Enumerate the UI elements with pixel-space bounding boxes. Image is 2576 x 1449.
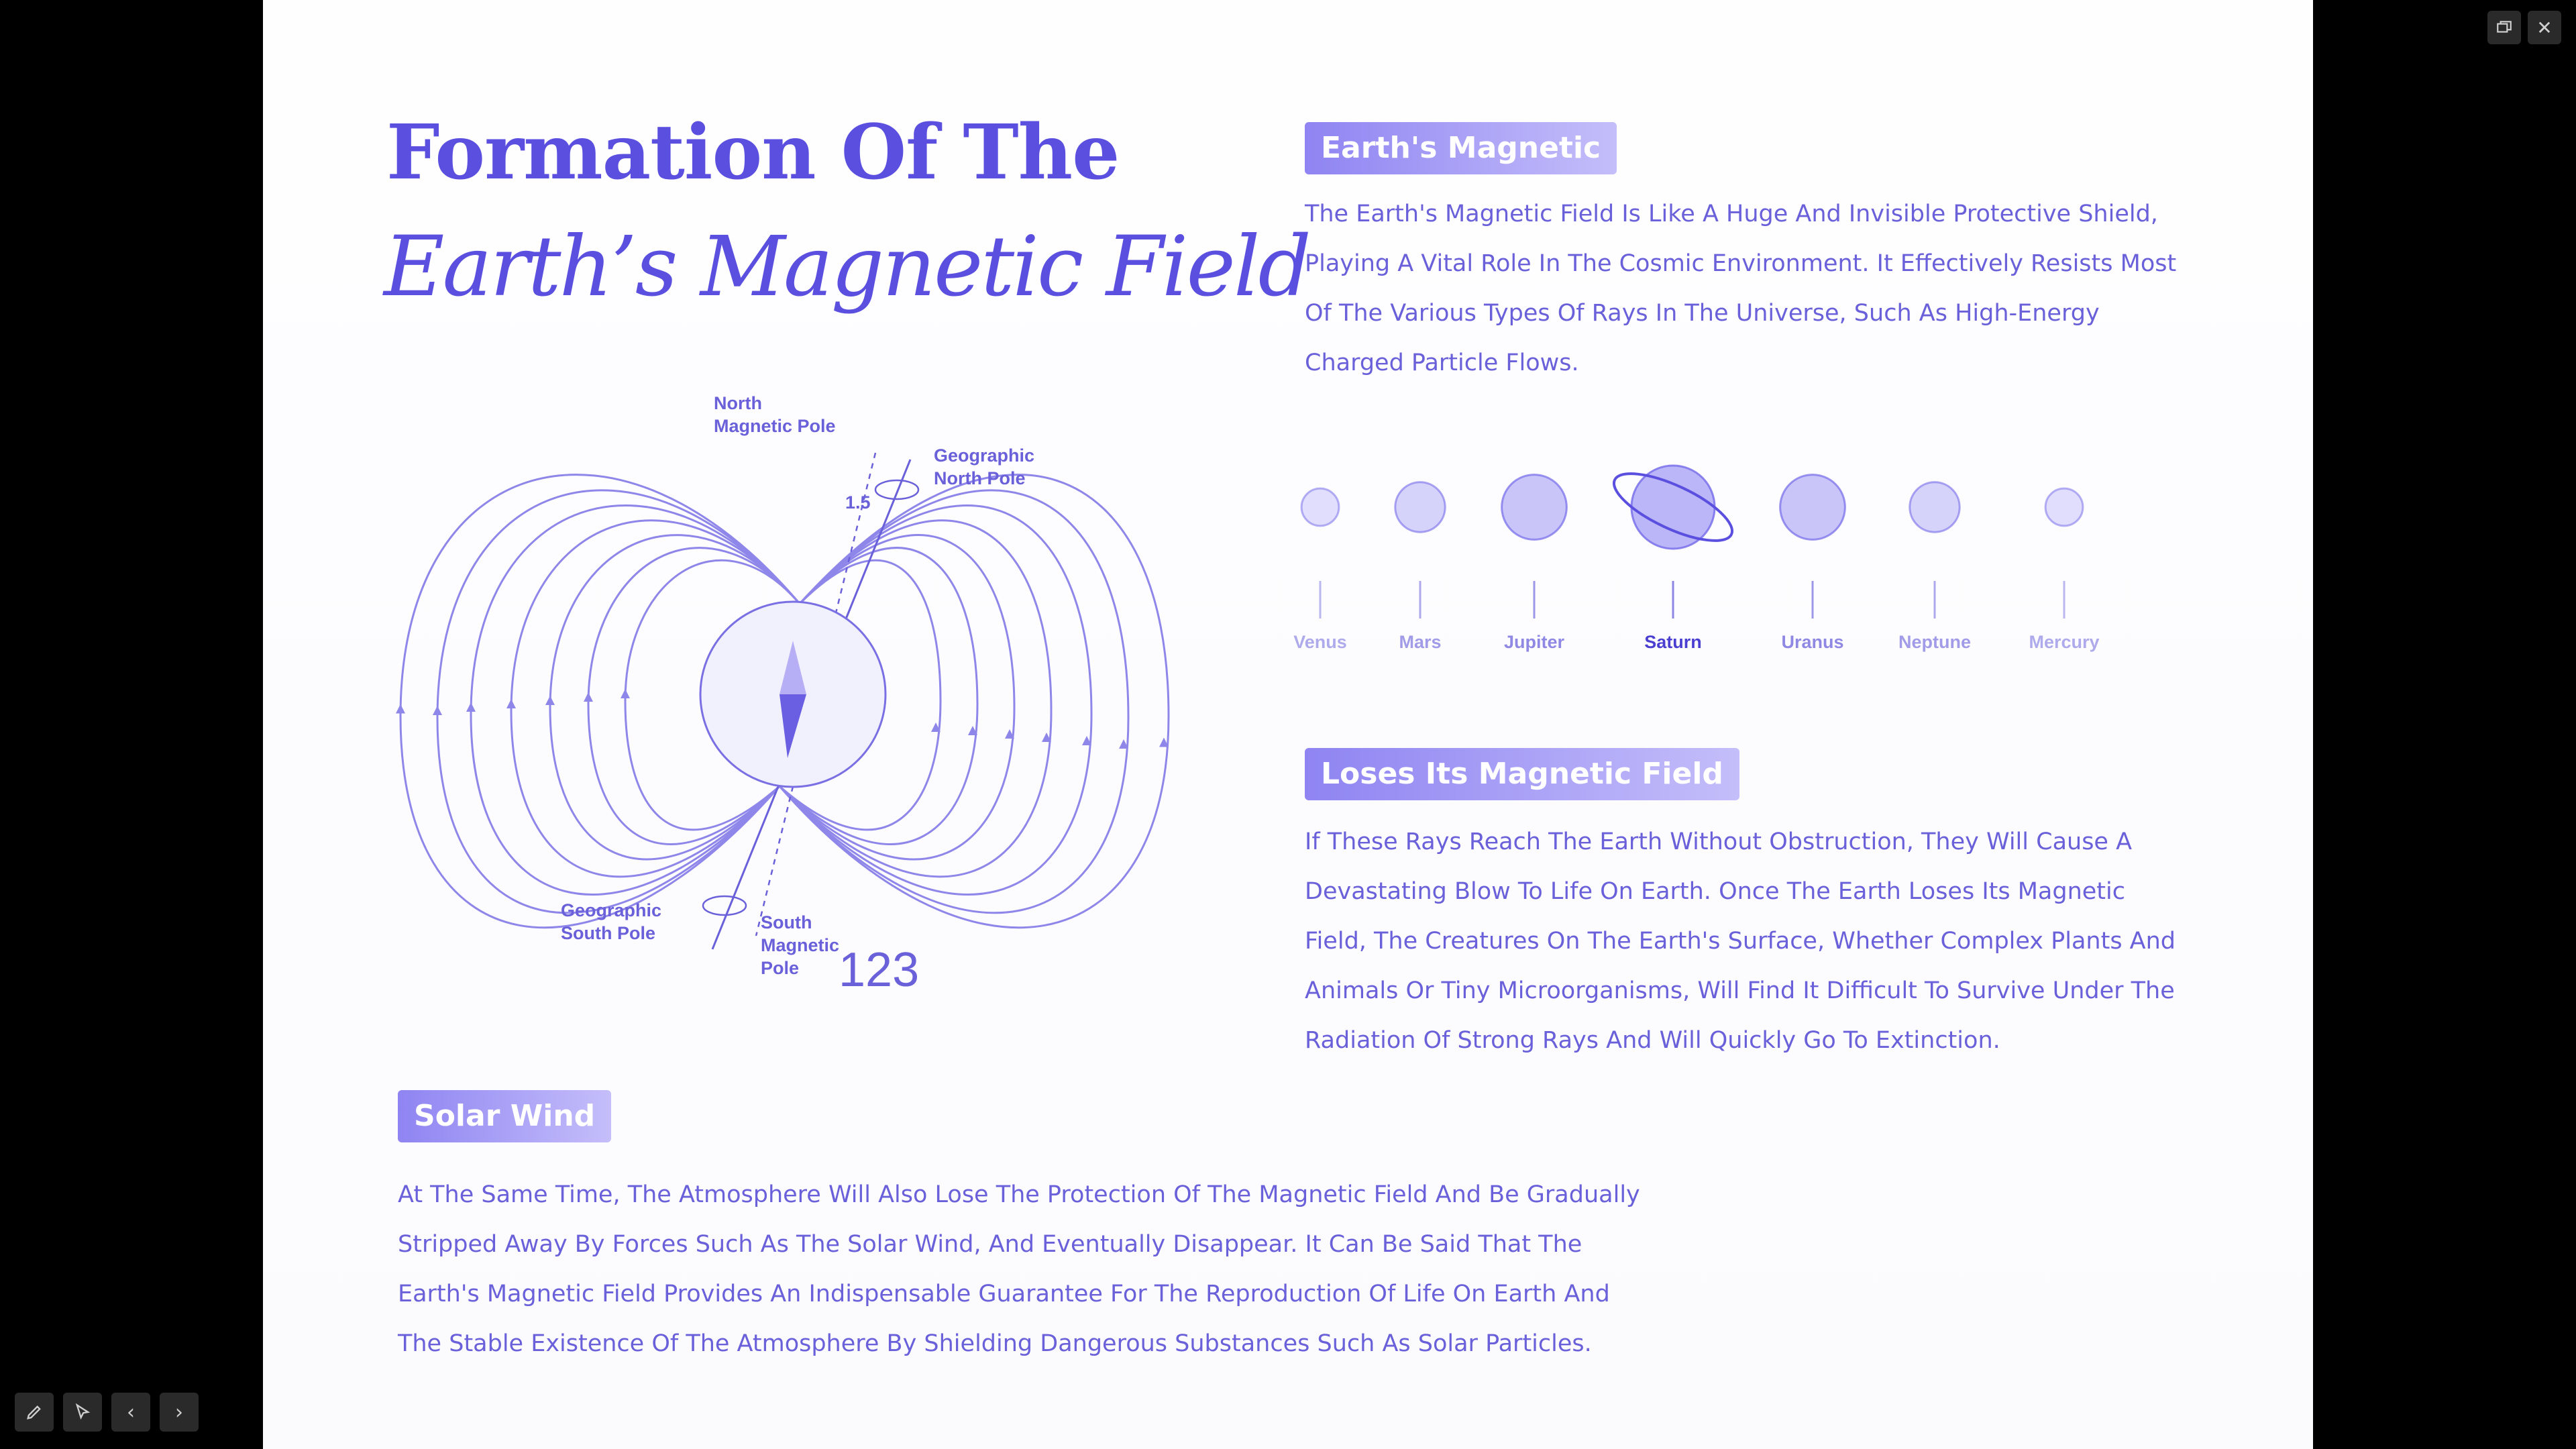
planet-venus (1293, 488, 1347, 652)
field-arrow (621, 689, 630, 698)
planet-circle (1780, 475, 1845, 540)
close-window-button[interactable] (2528, 11, 2561, 44)
south-magnetic-pole-label-1: South (761, 912, 812, 932)
title-line-1: Formation Of The (386, 109, 1120, 197)
presentation-toolbar (15, 1393, 199, 1432)
earths-magnetic-heading: Earth's Magnetic (1305, 122, 1617, 174)
paragraph-line: The Stable Existence Of The Atmosphere By Shielding Dangerous Substances Such As Solar Particles. (398, 1330, 1592, 1357)
loses-magnetic-field-paragraph (1305, 817, 2176, 1065)
chevron-right-icon: › (175, 1400, 183, 1424)
planet-label: Saturn (1644, 632, 1702, 652)
magnetic-field-diagram (337, 376, 1316, 1033)
angle-label: 1.5 (845, 492, 871, 513)
planet-saturn (1605, 460, 1740, 652)
north-rotation-arrow (875, 480, 918, 499)
slide (263, 0, 2313, 1449)
earths-magnetic-paragraph (1305, 189, 2176, 388)
planet-label: Neptune (1898, 632, 1971, 652)
field-arrow (584, 692, 593, 702)
pen-icon (25, 1403, 44, 1421)
field-arrow (466, 702, 476, 712)
planet-circle (1502, 475, 1567, 540)
restore-window-button[interactable] (2487, 11, 2521, 44)
loses-magnetic-field-heading: Loses Its Magnetic Field (1305, 748, 1739, 800)
planet-circle (1301, 488, 1339, 526)
chevron-left-icon: ‹ (127, 1400, 135, 1424)
pointer-tool-button[interactable] (63, 1393, 102, 1432)
planet-uranus (1780, 475, 1845, 652)
field-arrow (545, 696, 555, 705)
planet-mercury (2029, 488, 2099, 652)
north-magnetic-pole-label-2: Magnetic Pole (714, 416, 836, 436)
planet-mars (1395, 482, 1445, 652)
planet-circle (2045, 488, 2083, 526)
page-number: 123 (839, 943, 920, 997)
geographic-south-pole-label-2: South Pole (561, 923, 655, 943)
paragraph-line: Stripped Away By Forces Such As The Solar Wind, And Eventually Disappear. It Can Be Said That The (398, 1231, 1582, 1258)
next-slide-button[interactable] (160, 1393, 199, 1432)
solar-wind-heading: Solar Wind (398, 1090, 611, 1142)
planet-label: Uranus (1781, 632, 1844, 652)
paragraph-line: Field, The Creatures On The Earth's Surface, Whether Complex Plants And (1305, 928, 2176, 955)
field-arrow (433, 706, 442, 715)
planet-label: Mars (1399, 632, 1442, 652)
south-magnetic-pole-label-3: Pole (761, 958, 800, 978)
paragraph-line: Earth's Magnetic Field Provides An Indispensable Guarantee For The Reproduction Of Life On Earth And (398, 1281, 1610, 1307)
planet-label: Jupiter (1503, 632, 1565, 652)
paragraph-line: Of The Various Types Of Rays In The Universe, Such As High-Energy (1305, 300, 2100, 327)
paragraph-line: The Earth's Magnetic Field Is Like A Huge And Invisible Protective Shield, (1305, 201, 2158, 227)
field-arrow (396, 704, 405, 714)
pointer-icon (73, 1403, 92, 1421)
south-rotation-arrow (703, 896, 746, 915)
planet-circle (1910, 482, 1960, 532)
planet-circle (1395, 482, 1445, 532)
title-line-2: Earth’s Magnetic Field (384, 219, 1309, 315)
geographic-north-pole-label-1: Geographic (934, 445, 1035, 466)
paragraph-line: If These Rays Reach The Earth Without Obstruction, They Will Cause A (1305, 828, 2133, 855)
geographic-north-pole-label-2: North Pole (934, 468, 1026, 488)
close-icon: ✕ (2536, 16, 2553, 39)
paragraph-line: Animals Or Tiny Microorganisms, Will Find It Difficult To Survive Under The (1305, 977, 2175, 1004)
pen-tool-button[interactable] (15, 1393, 54, 1432)
solar-wind-paragraph (398, 1170, 1640, 1368)
previous-slide-button[interactable] (111, 1393, 150, 1432)
planet-circle (1631, 466, 1715, 549)
planet-label: Venus (1293, 632, 1347, 652)
geographic-south-pole-label-1: Geographic (561, 900, 662, 920)
planet-label: Mercury (2029, 632, 2100, 652)
south-magnetic-pole-label-2: Magnetic (761, 935, 840, 955)
planet-neptune (1898, 482, 1971, 652)
planet-jupiter (1502, 475, 1567, 652)
window-restore-icon (2496, 19, 2513, 36)
paragraph-line: Charged Particle Flows. (1305, 350, 1579, 376)
north-magnetic-pole-label-1: North (714, 393, 762, 413)
field-arrow (506, 699, 516, 708)
paragraph-line: Playing A Vital Role In The Cosmic Environment. It Effectively Resists Most (1305, 250, 2177, 277)
window-controls (2487, 11, 2561, 44)
paragraph-line: Devastating Blow To Life On Earth. Once The Earth Loses Its Magnetic (1305, 878, 2126, 905)
paragraph-line: Radiation Of Strong Rays And Will Quickly Go To Extinction. (1305, 1027, 2000, 1054)
planet-row (1283, 443, 2155, 671)
paragraph-line: At The Same Time, The Atmosphere Will Also Lose The Protection Of The Magnetic Field And Be Gradually (398, 1181, 1640, 1208)
